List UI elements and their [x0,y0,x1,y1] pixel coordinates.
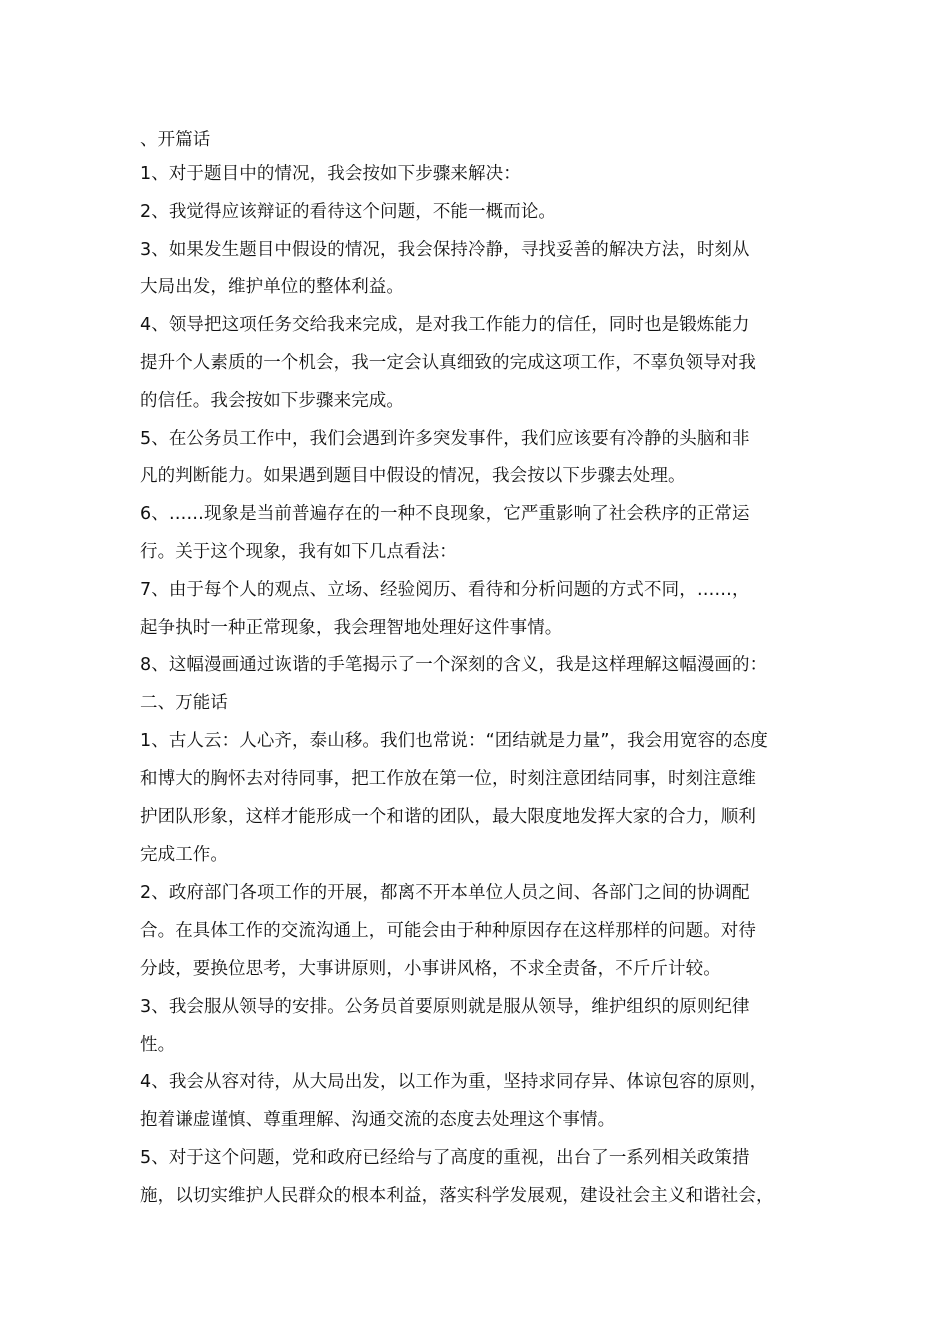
text-line: 2、我觉得应该辩证的看待这个问题，不能一概而论。 [140,202,557,222]
text-line: 1、对于题目中的情况，我会按如下步骤来解决： [140,164,521,184]
text-line: 的信任。我会按如下步骤来完成。 [140,391,404,411]
text-line: 大局出发，维护单位的整体利益。 [140,277,404,297]
text-line: 行。关于这个现象，我有如下几点看法： [140,542,457,562]
text-line: 性。 [140,1035,176,1055]
text-line: 4、领导把这项任务交给我来完成，是对我工作能力的信任，同时也是锻炼能力 [140,315,750,335]
text-line: 起争执时一种正常现象，我会理智地处理好这件事情。 [140,618,563,638]
text-line: 护团队形象，这样才能形成一个和谐的团队，最大限度地发挥大家的合力，顺利 [140,807,756,827]
text-line: 5、对于这个问题，党和政府已经给与了高度的重视，出台了一系列相关政策措 [140,1148,750,1168]
text-line: 凡的判断能力。如果遇到题目中假设的情况，我会按以下步骤去处理。 [140,466,686,486]
text-line: 施，以切实维护人民群众的根本利益，落实科学发展观，建设社会主义和谐社会， [140,1186,774,1206]
text-line: 7、由于每个人的观点、立场、经验阅历、看待和分析问题的方式不同，……， [140,580,750,600]
text-line: 抱着谦虚谨慎、尊重理解、沟通交流的态度去处理这个事情。 [140,1110,616,1130]
text-line: 8、这幅漫画通过诙谐的手笔揭示了一个深刻的含义，我是这样理解这幅漫画的： [140,655,768,675]
text-line: 4、我会从容对待，从大局出发，以工作为重，坚持求同存异、体谅包容的原则， [140,1072,768,1092]
section-heading-universal: 二、万能话 [140,693,228,713]
text-line: 合。在具体工作的交流沟通上，可能会由于种种原因存在这样那样的问题。对待 [140,921,756,941]
text-line: 提升个人素质的一个机会，我一定会认真细致的完成这项工作，不辜负领导对我 [140,353,756,373]
text-line: 3、如果发生题目中假设的情况，我会保持冷静，寻找妥善的解决方法，时刻从 [140,240,750,260]
text-line: 6、……现象是当前普遍存在的一种不良现象，它严重影响了社会秩序的正常运 [140,504,750,524]
text-line: 5、在公务员工作中，我们会遇到许多突发事件，我们应该要有冷静的头脑和非 [140,429,750,449]
text-line: 分歧，要换位思考，大事讲原则，小事讲风格，不求全责备，不斤斤计较。 [140,959,721,979]
text-line: 1、古人云：人心齐，泰山移。我们也常说：“团结就是力量”，我会用宽容的态度 [140,731,768,751]
section-heading-opening: 、开篇话 [140,130,211,150]
text-line: 完成工作。 [140,845,228,865]
text-line: 和博大的胸怀去对待同事，把工作放在第一位，时刻注意团结同事，时刻注意维 [140,769,756,789]
text-line: 2、政府部门各项工作的开展，都离不开本单位人员之间、各部门之间的协调配 [140,883,750,903]
text-line: 3、我会服从领导的安排。公务员首要原则就是服从领导，维护组织的原则纪律 [140,997,750,1017]
